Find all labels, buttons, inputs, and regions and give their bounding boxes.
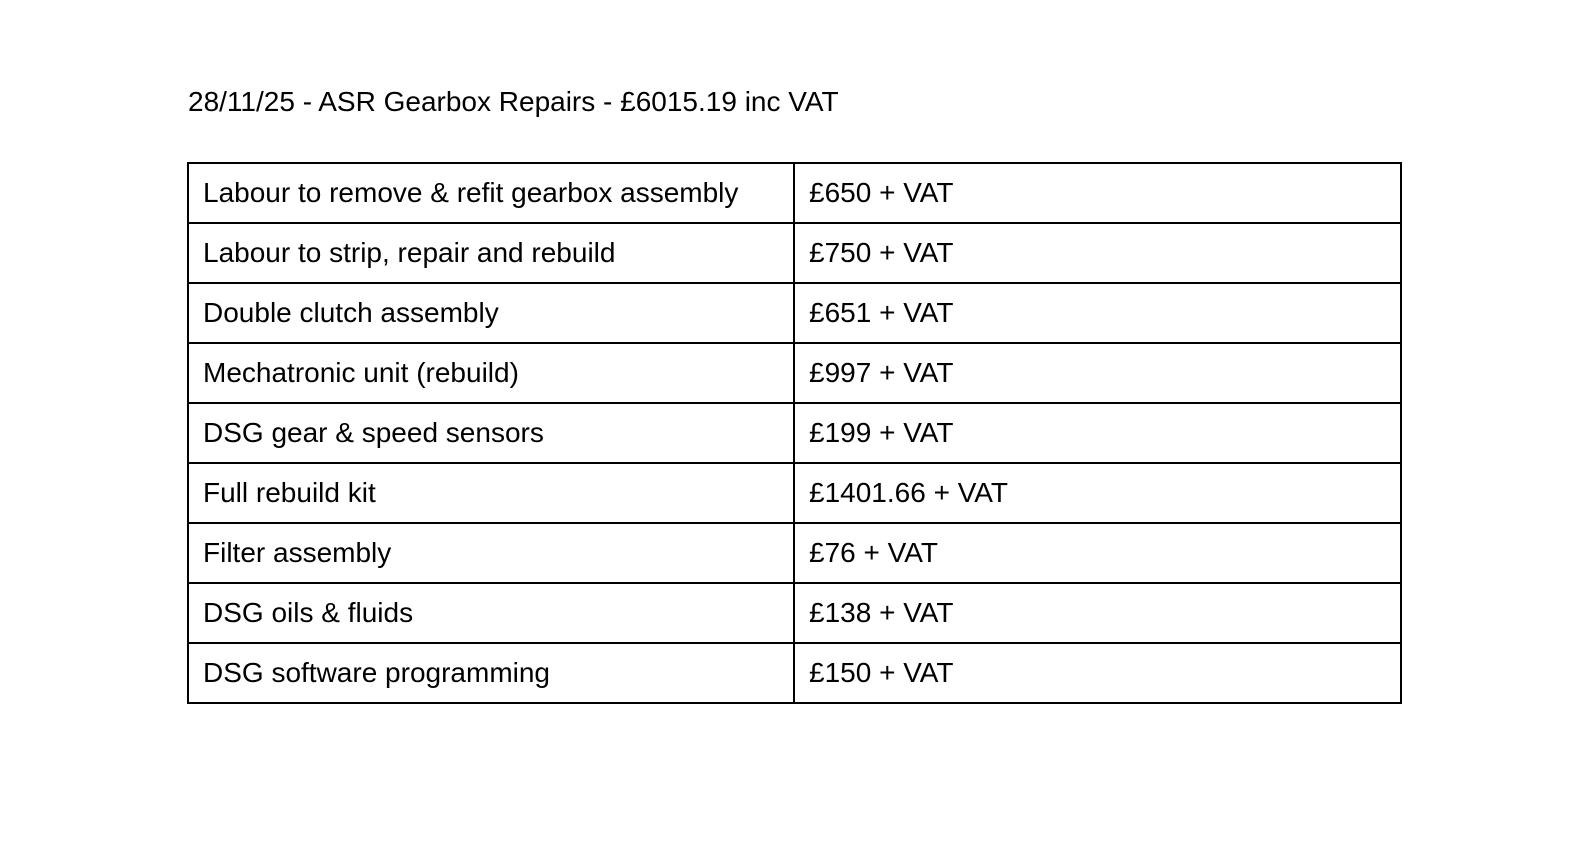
cost-breakdown-table — [187, 162, 1402, 704]
item-description-cell: DSG software programming — [188, 643, 794, 703]
item-price-cell: £138 + VAT — [794, 583, 1401, 643]
item-description-cell: Labour to remove & refit gearbox assembly — [188, 163, 794, 223]
table-row — [188, 403, 1401, 463]
table-row — [188, 523, 1401, 583]
item-price-cell: £651 + VAT — [794, 283, 1401, 343]
table-row — [188, 343, 1401, 403]
table-row — [188, 583, 1401, 643]
item-description-cell: Double clutch assembly — [188, 283, 794, 343]
table-row — [188, 463, 1401, 523]
item-price-cell: £750 + VAT — [794, 223, 1401, 283]
table-row — [188, 163, 1401, 223]
item-description-cell: Full rebuild kit — [188, 463, 794, 523]
item-price-cell: £76 + VAT — [794, 523, 1401, 583]
document-title: 28/11/25 - ASR Gearbox Repairs - £6015.19 inc VAT — [188, 86, 839, 117]
item-price-cell: £199 + VAT — [794, 403, 1401, 463]
item-description-cell: Labour to strip, repair and rebuild — [188, 223, 794, 283]
item-description-cell: DSG oils & fluids — [188, 583, 794, 643]
item-price-cell: £1401.66 + VAT — [794, 463, 1401, 523]
item-description-cell: Filter assembly — [188, 523, 794, 583]
item-description-cell: Mechatronic unit (rebuild) — [188, 343, 794, 403]
table-row — [188, 643, 1401, 703]
item-price-cell: £650 + VAT — [794, 163, 1401, 223]
item-price-cell: £997 + VAT — [794, 343, 1401, 403]
item-price-cell: £150 + VAT — [794, 643, 1401, 703]
table-row — [188, 223, 1401, 283]
table-row — [188, 283, 1401, 343]
item-description-cell: DSG gear & speed sensors — [188, 403, 794, 463]
